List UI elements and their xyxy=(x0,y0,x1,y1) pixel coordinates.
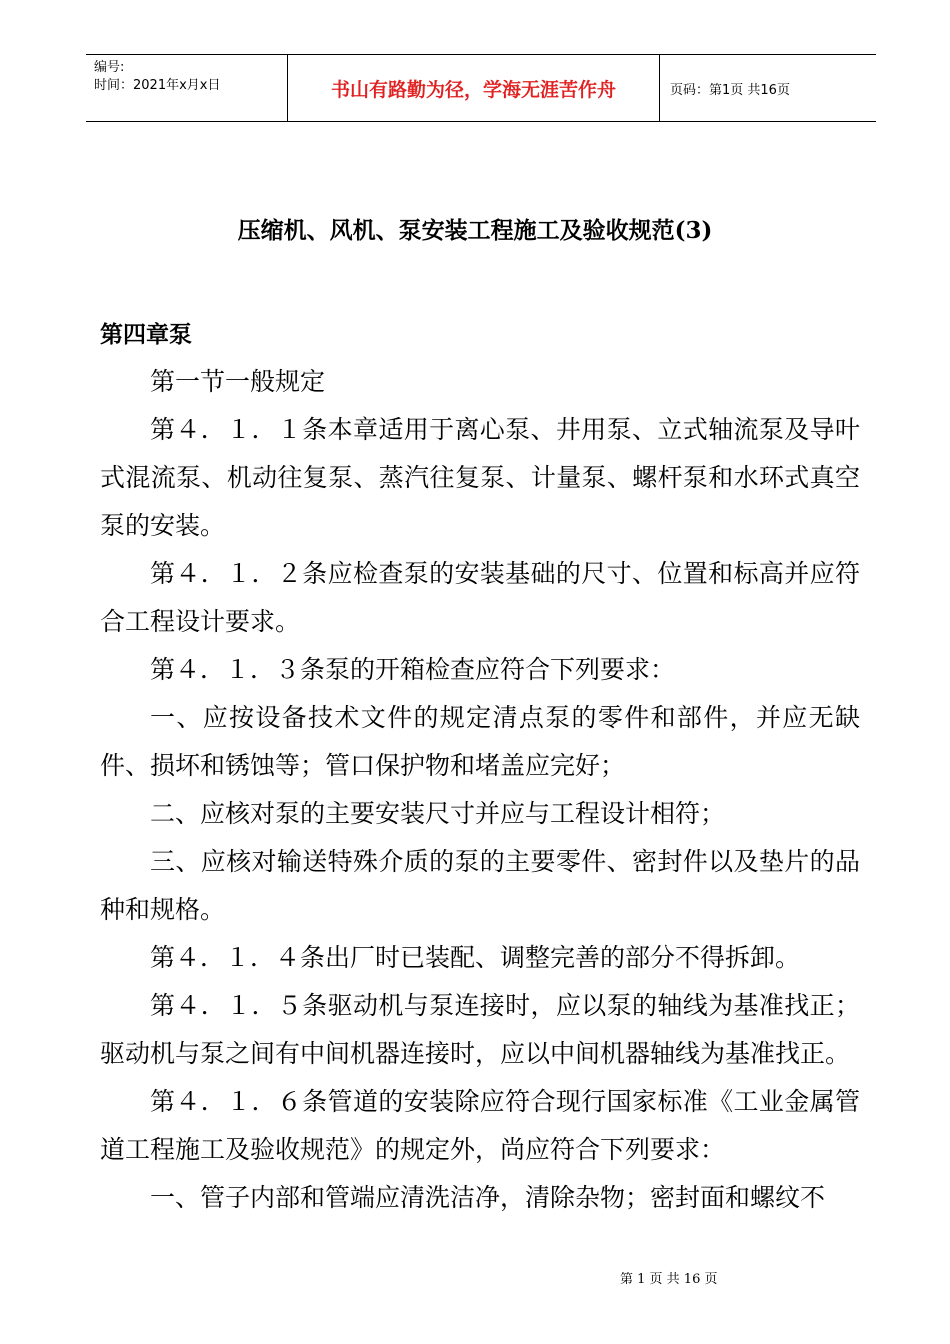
header-page-info: 页码：第1页 共16页 xyxy=(670,82,790,98)
page-footer: 第 1 页 共 16 页 xyxy=(620,1272,718,1287)
document-time-label: 时间：2021年x月x日 xyxy=(94,78,221,93)
header-page-cell xyxy=(660,55,876,121)
header-motto-cell xyxy=(287,55,660,121)
document-number-label: 编号: xyxy=(94,60,125,75)
paragraph: 第４．１．５条驱动机与泵连接时，应以泵的轴线为基准找正；驱动机与泵之间有中间机器连接时，应以中间机器轴线为基准找正。 xyxy=(100,991,860,1068)
chapter-heading: 第四章泵 xyxy=(100,322,192,348)
header-motto: 书山有路勤为径，学海无涯苦作舟 xyxy=(330,78,616,101)
paragraph: 第４．１．３条泵的开箱检查应符合下列要求： xyxy=(150,655,676,684)
paragraph: 第４．１．６条管道的安装除应符合现行国家标准《工业金属管道工程施工及验收规范》的规定外，尚应符合下列要求： xyxy=(100,1087,860,1164)
header-left-cell xyxy=(86,55,287,121)
paragraph: 一、应按设备技术文件的规定清点泵的零件和部件，并应无缺件、损坏和锈蚀等；管口保护物和堵盖应完好； xyxy=(100,703,860,780)
paragraph: 一、管子内部和管端应清洗洁净，清除杂物；密封面和螺纹不 xyxy=(150,1183,826,1212)
document-body xyxy=(100,358,860,1222)
paragraph: 二、应核对泵的主要安装尺寸并应与工程设计相符； xyxy=(150,799,726,828)
paragraph: 第４．１．１条本章适用于离心泵、井用泵、立式轴流泵及导叶式混流泵、机动往复泵、蒸汽往复泵、计量泵、螺杆泵和水环式真空泵的安装。 xyxy=(100,415,860,540)
paragraph: 第一节一般规定 xyxy=(150,367,326,396)
paragraph: 第４．１．４条出厂时已装配、调整完善的部分不得拆卸。 xyxy=(150,943,801,972)
document-title: 压缩机、风机、泵安装工程施工及验收规范(3) xyxy=(237,217,713,244)
paragraph: 三、应核对输送特殊介质的泵的主要零件、密封件以及垫片的品种和规格。 xyxy=(100,847,860,924)
paragraph: 第４．１．２条应检查泵的安装基础的尺寸、位置和标高并应符合工程设计要求。 xyxy=(100,559,860,636)
header-table xyxy=(86,54,876,122)
